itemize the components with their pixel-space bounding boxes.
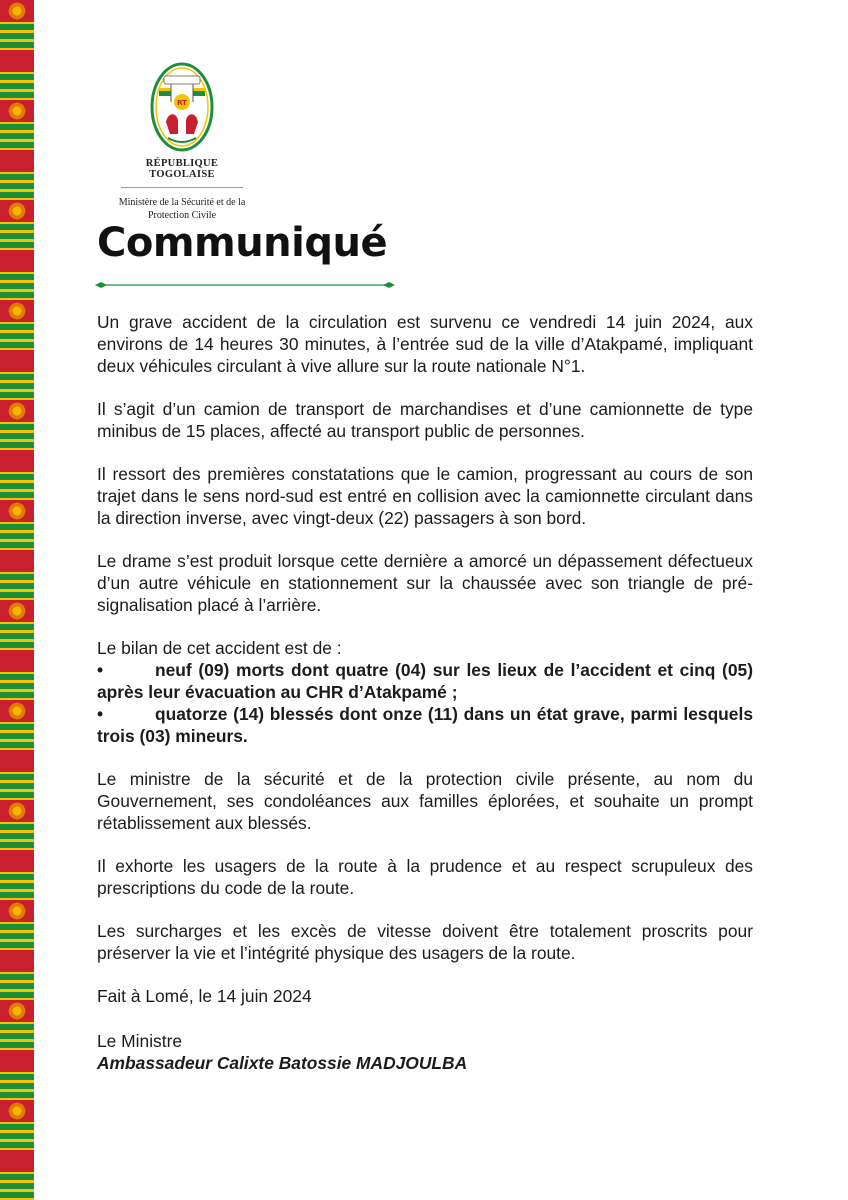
border-motif xyxy=(5,502,29,520)
signatory-role: Le Ministre xyxy=(97,1031,183,1051)
border-motif xyxy=(5,602,29,620)
paragraph-collision: Il ressort des premières constatations que le camion, progressant au cours de son trajet dans le sens nord-sud est entré en collision avec la camionnette circulant dans la direction inverse, avec vingt-deux (22) passagers à son bord. xyxy=(97,464,753,528)
border-motif xyxy=(5,2,29,20)
border-motif xyxy=(5,802,29,820)
paragraph-accident: Un grave accident de la circulation est survenu ce vendredi 14 juin 2024, aux environs de 14 heures 30 minutes, à l’entrée sud de la ville d’Atakpamé, impliquant deux véhicules circulant à vive allure sur la route nationale N°1. xyxy=(97,312,753,376)
list-item-injured xyxy=(97,703,753,747)
republic-name: RÉPUBLIQUE TOGOLAISE xyxy=(145,158,219,180)
bullet-mark: • xyxy=(97,704,104,724)
ministry-name xyxy=(112,196,252,222)
coat-of-arms-icon xyxy=(150,62,214,152)
list-item-text: neuf (09) morts dont quatre (04) sur les lieux de l’accident et cinq (05) après leur évacuation au CHR d’Atakpamé ; xyxy=(97,660,753,702)
ministry-line-1: Ministère de la Sécurité et de la xyxy=(118,197,246,208)
border-motif xyxy=(5,202,29,220)
casualty-report xyxy=(97,637,753,747)
paragraph-vehicles: Il s’agit d’un camion de transport de marchandises et d’une camionnette de type minibus de 15 places, affecté au transport public de personnes. xyxy=(97,399,753,441)
date-line: Fait à Lomé, le 14 juin 2024 xyxy=(97,986,312,1006)
emblem-initials: RT xyxy=(177,99,187,107)
bullet-mark: • xyxy=(97,660,104,680)
border-motif xyxy=(5,102,29,120)
border-motif xyxy=(5,702,29,720)
communique-body xyxy=(97,311,753,1074)
bilan-intro: Le bilan de cet accident est de : xyxy=(97,638,342,658)
border-motif xyxy=(5,902,29,920)
paragraph-speeding: Les surcharges et les excès de vitesse doivent être totalement proscrits pour préserver la vie et l’intégrité physique des usagers de la route. xyxy=(97,921,753,963)
border-motif xyxy=(5,302,29,320)
ministry-line-2: Protection Civile xyxy=(147,210,217,221)
border-motif xyxy=(5,402,29,420)
decorative-border-strip xyxy=(0,0,34,1200)
signature-block xyxy=(97,1030,753,1074)
list-item-deaths xyxy=(97,659,753,703)
paragraph-cause: Le drame s’est produit lorsque cette dernière a amorcé un dépassement défectueux d’un autre véhicule en stationnement sur la chaussée avec son triangle de pré-signalisation placé à l’arrière. xyxy=(97,551,753,615)
border-motif xyxy=(5,1102,29,1120)
border-motif xyxy=(5,1002,29,1020)
paragraph-exhortation: Il exhorte les usagers de la route à la prudence et au respect scrupuleux des prescriptions du code de la route. xyxy=(97,856,753,898)
header-divider xyxy=(121,187,243,188)
signatory-name: Ambassadeur Calixte Batossie MADJOULBA xyxy=(97,1053,468,1073)
title-underline xyxy=(95,280,395,290)
header-logo-block xyxy=(112,62,252,222)
list-item-text: quatorze (14) blessés dont onze (11) dans un état grave, parmi lesquels trois (03) mineurs. xyxy=(97,704,753,746)
page-title: Communiqué xyxy=(97,220,388,266)
paragraph-condolences: Le ministre de la sécurité et de la protection civile présente, au nom du Gouvernement, ses condoléances aux familles éplorées, et souhaite un prompt rétablissement aux blessés. xyxy=(97,769,753,833)
